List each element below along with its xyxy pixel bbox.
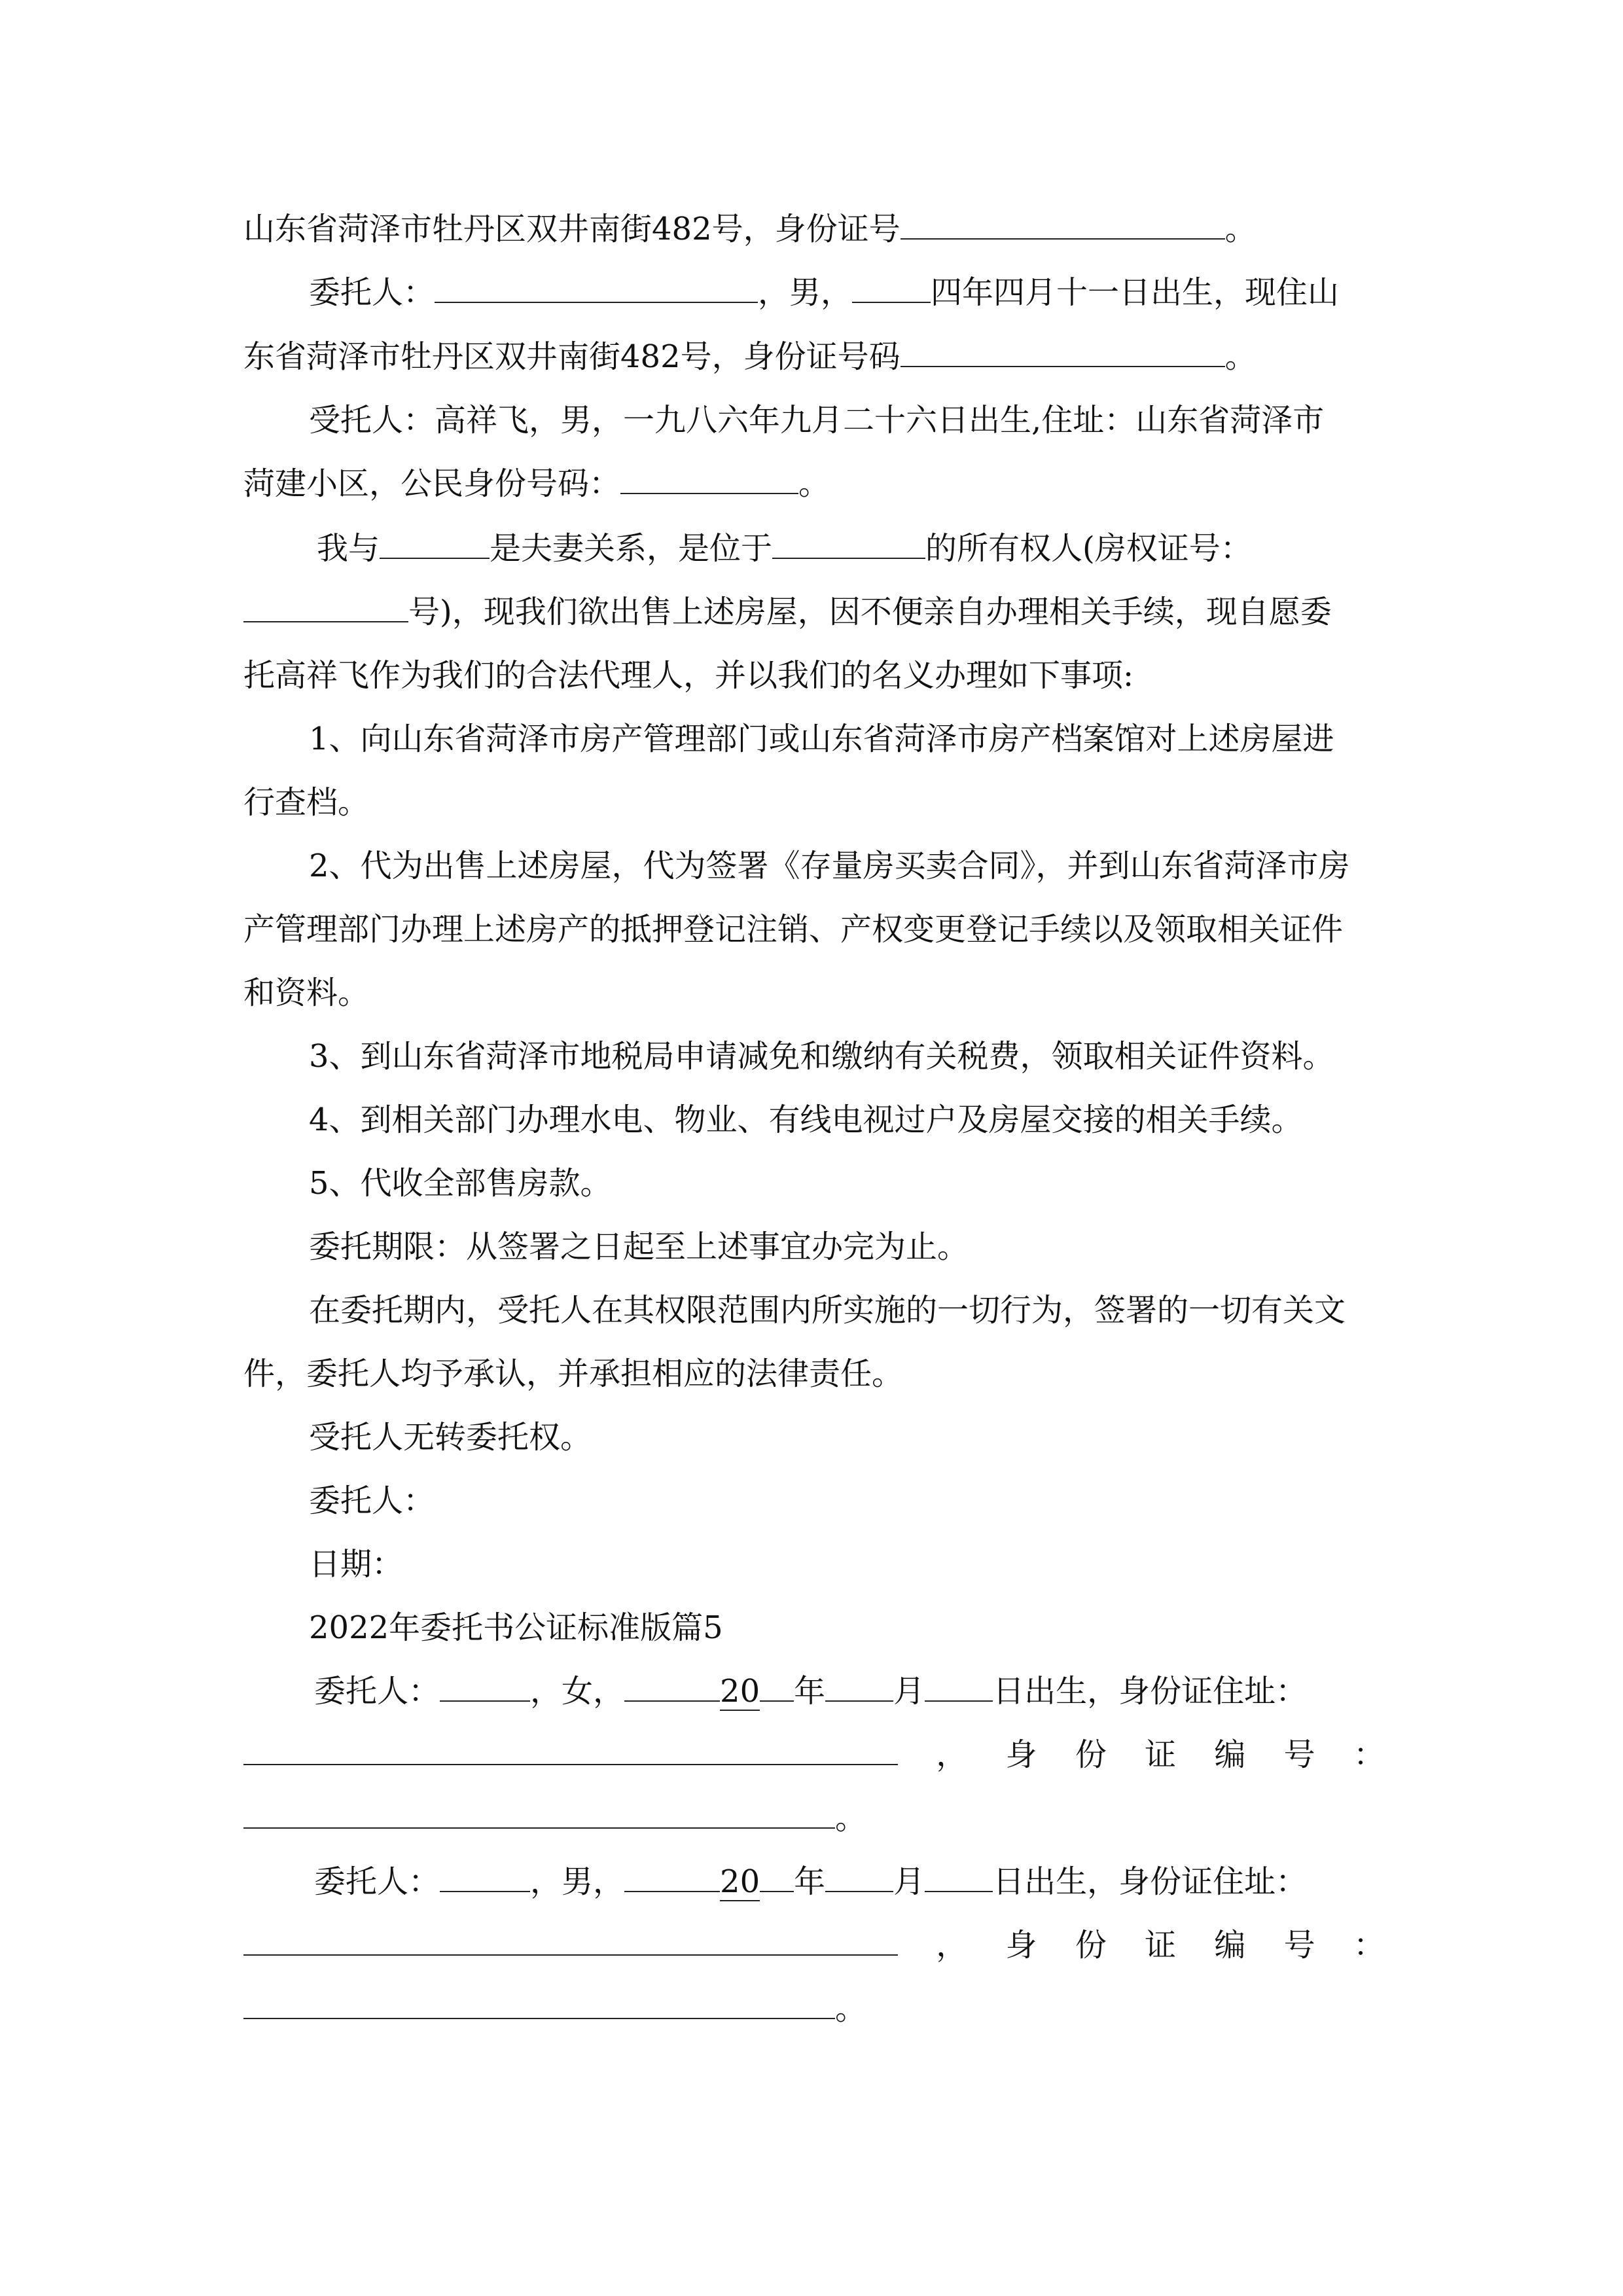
female-id-char: 编 <box>1214 1736 1246 1773</box>
item-1-text: 1、向山东省菏泽市房产管理部门或山东省菏泽市房产档案馆对上述房屋进 <box>309 721 1334 757</box>
female-address-line <box>243 1734 1385 1776</box>
female-yue: 月 <box>893 1673 925 1710</box>
female-label: 委托人： <box>314 1673 440 1710</box>
male-id-char: ： <box>1353 1927 1385 1964</box>
female-day-blank <box>925 1670 993 1702</box>
female-month-blank <box>825 1670 893 1702</box>
female-year-blank <box>760 1670 794 1702</box>
statement-line-3 <box>243 655 1385 696</box>
date-label: 日期： <box>309 1546 404 1583</box>
male-id-blank <box>243 1988 835 2019</box>
principal-address-line <box>243 336 1385 378</box>
period: 。 <box>798 465 830 502</box>
male-id-char: 份 <box>1075 1927 1107 1964</box>
address-line <box>243 208 1385 250</box>
female-id-char: 号 <box>1283 1736 1315 1773</box>
item-4-text: 4、到相关部门办理水电、物业、有线电视过户及房屋交接的相关手续。 <box>309 1102 1303 1138</box>
male-id-char: 身 <box>1005 1927 1037 1964</box>
female-principal-line <box>314 1670 1390 1712</box>
statement-text-3: 托高祥飞作为我们的合法代理人，并以我们的名义办理如下事项: <box>243 657 1134 694</box>
male-year-blank <box>760 1861 794 1892</box>
statement-text-2: 号)，现我们欲出售上述房屋，因不便亲自办理相关手续，现自愿委 <box>408 594 1332 630</box>
item-5-line <box>309 1162 1385 1204</box>
female-ri: 日出生，身份证住址： <box>993 1673 1308 1710</box>
agent-id-label: 菏建小区，公民身份号码： <box>243 465 621 502</box>
male-label: 委托人： <box>314 1863 440 1900</box>
certificate-blank <box>243 591 408 622</box>
female-sex: ，女， <box>530 1673 625 1710</box>
statement-c: 的所有权人(房权证号： <box>925 530 1252 567</box>
principal-label: 委托人： <box>309 274 435 311</box>
statement-a: 我与 <box>317 530 380 567</box>
period: 。 <box>1224 211 1257 247</box>
principal-name-blank <box>435 272 758 303</box>
agent-id-line <box>243 463 1385 505</box>
agent-line <box>309 399 1385 441</box>
female-nian: 年 <box>794 1673 826 1710</box>
female-id-char: 身 <box>1005 1736 1037 1773</box>
male-year: 20 <box>720 1863 760 1900</box>
term-line <box>309 1226 1385 1268</box>
female-id-blank <box>243 1797 835 1829</box>
male-id-line <box>243 1988 1385 2030</box>
item-2-line-2 <box>243 908 1385 950</box>
male-ri: 日出生，身份证住址： <box>993 1863 1308 1900</box>
male-day-blank <box>925 1861 993 1892</box>
statement-line-2 <box>243 591 1385 633</box>
item-3-line <box>309 1035 1385 1077</box>
section-heading <box>309 1607 1385 1649</box>
period: 。 <box>835 1800 867 1837</box>
male-address-blank <box>243 1924 898 1956</box>
male-id-char: 编 <box>1214 1927 1246 1964</box>
principal-birth: 四年四月十一日出生，现住山 <box>931 274 1340 311</box>
male-address-line <box>243 1924 1385 1966</box>
male-sex: ，男， <box>530 1863 625 1900</box>
female-year: 20 <box>720 1673 760 1710</box>
female-id-line <box>243 1797 1385 1839</box>
item-1-line-2 <box>243 781 1385 823</box>
item-3-text: 3、到山东省菏泽市地税局申请减免和缴纳有关税费，领取相关证件资料。 <box>309 1038 1334 1075</box>
address-text: 山东省菏泽市牡丹区双井南街482号，身份证号 <box>243 211 901 247</box>
male-yue: 月 <box>893 1863 925 1900</box>
term-text: 委托期限：从签署之日起至上述事宜办完为止。 <box>309 1229 969 1265</box>
female-id-char: ： <box>1353 1736 1385 1773</box>
responsibility-line-2 <box>243 1353 1385 1395</box>
principal-sex: ，男， <box>758 274 853 311</box>
no-transfer-text: 受托人无转委托权。 <box>309 1419 592 1456</box>
statement-b: 是夫妻关系，是位于 <box>490 530 773 567</box>
male-principal-line <box>314 1861 1390 1903</box>
section-heading-text: 2022年委托书公证标准版篇5 <box>309 1609 723 1646</box>
principal-id-blank <box>901 336 1225 367</box>
period: 。 <box>835 1990 867 2027</box>
female-id-char: 证 <box>1145 1736 1177 1773</box>
item-4-line <box>309 1099 1385 1141</box>
id-number-blank <box>901 208 1225 240</box>
male-id-char: 证 <box>1145 1927 1177 1964</box>
property-blank <box>772 528 925 559</box>
item-2-text-2: 产管理部门办理上述房产的抵押登记注销、产权变更登记手续以及领取相关证件 <box>243 911 1344 948</box>
item-2-text: 2、代为出售上述房屋，代为签署《存量房买卖合同》，并到山东省菏泽市房 <box>309 848 1350 884</box>
principal-line <box>309 272 1385 314</box>
female-address-blank <box>243 1734 898 1765</box>
item-1-line-1 <box>309 718 1385 760</box>
male-year-prefix-blank <box>624 1861 720 1892</box>
agent-id-blank <box>620 463 798 494</box>
responsibility-line-1 <box>309 1289 1385 1331</box>
female-id-char: 份 <box>1075 1736 1107 1773</box>
female-name-blank <box>440 1670 530 1702</box>
agent-text: 受托人：高祥飞，男，一九八六年九月二十六日出生,住址：山东省菏泽市 <box>309 402 1325 439</box>
principal-signature-label: 委托人： <box>309 1482 435 1519</box>
statement-line-1 <box>317 528 1393 569</box>
male-nian: 年 <box>794 1863 826 1900</box>
item-2-line-3 <box>243 972 1385 1014</box>
birth-year-blank <box>852 272 931 303</box>
male-comma: ， <box>936 1927 968 1964</box>
male-month-blank <box>825 1861 893 1892</box>
responsibility-text: 在委托期内，受托人在其权限范围内所实施的一切行为，签署的一切有关文 <box>309 1292 1346 1329</box>
item-2-line-1 <box>309 845 1385 887</box>
principal-signature-line <box>309 1480 1385 1522</box>
male-name-blank <box>440 1861 530 1892</box>
spouse-blank <box>380 528 490 559</box>
item-2-text-3: 和资料。 <box>243 975 370 1011</box>
no-transfer-line <box>309 1416 1385 1458</box>
male-id-char: 号 <box>1283 1927 1315 1964</box>
item-5-text: 5、代收全部售房款。 <box>309 1165 612 1202</box>
item-1-text-2: 行查档。 <box>243 784 370 821</box>
period: 。 <box>1224 338 1257 375</box>
date-line <box>309 1543 1385 1585</box>
female-comma: ， <box>936 1736 968 1773</box>
female-year-prefix-blank <box>624 1670 720 1702</box>
principal-address: 东省菏泽市牡丹区双井南街482号，身份证号码 <box>243 338 901 375</box>
responsibility-text-2: 件，委托人均予承认，并承担相应的法律责任。 <box>243 1355 904 1392</box>
